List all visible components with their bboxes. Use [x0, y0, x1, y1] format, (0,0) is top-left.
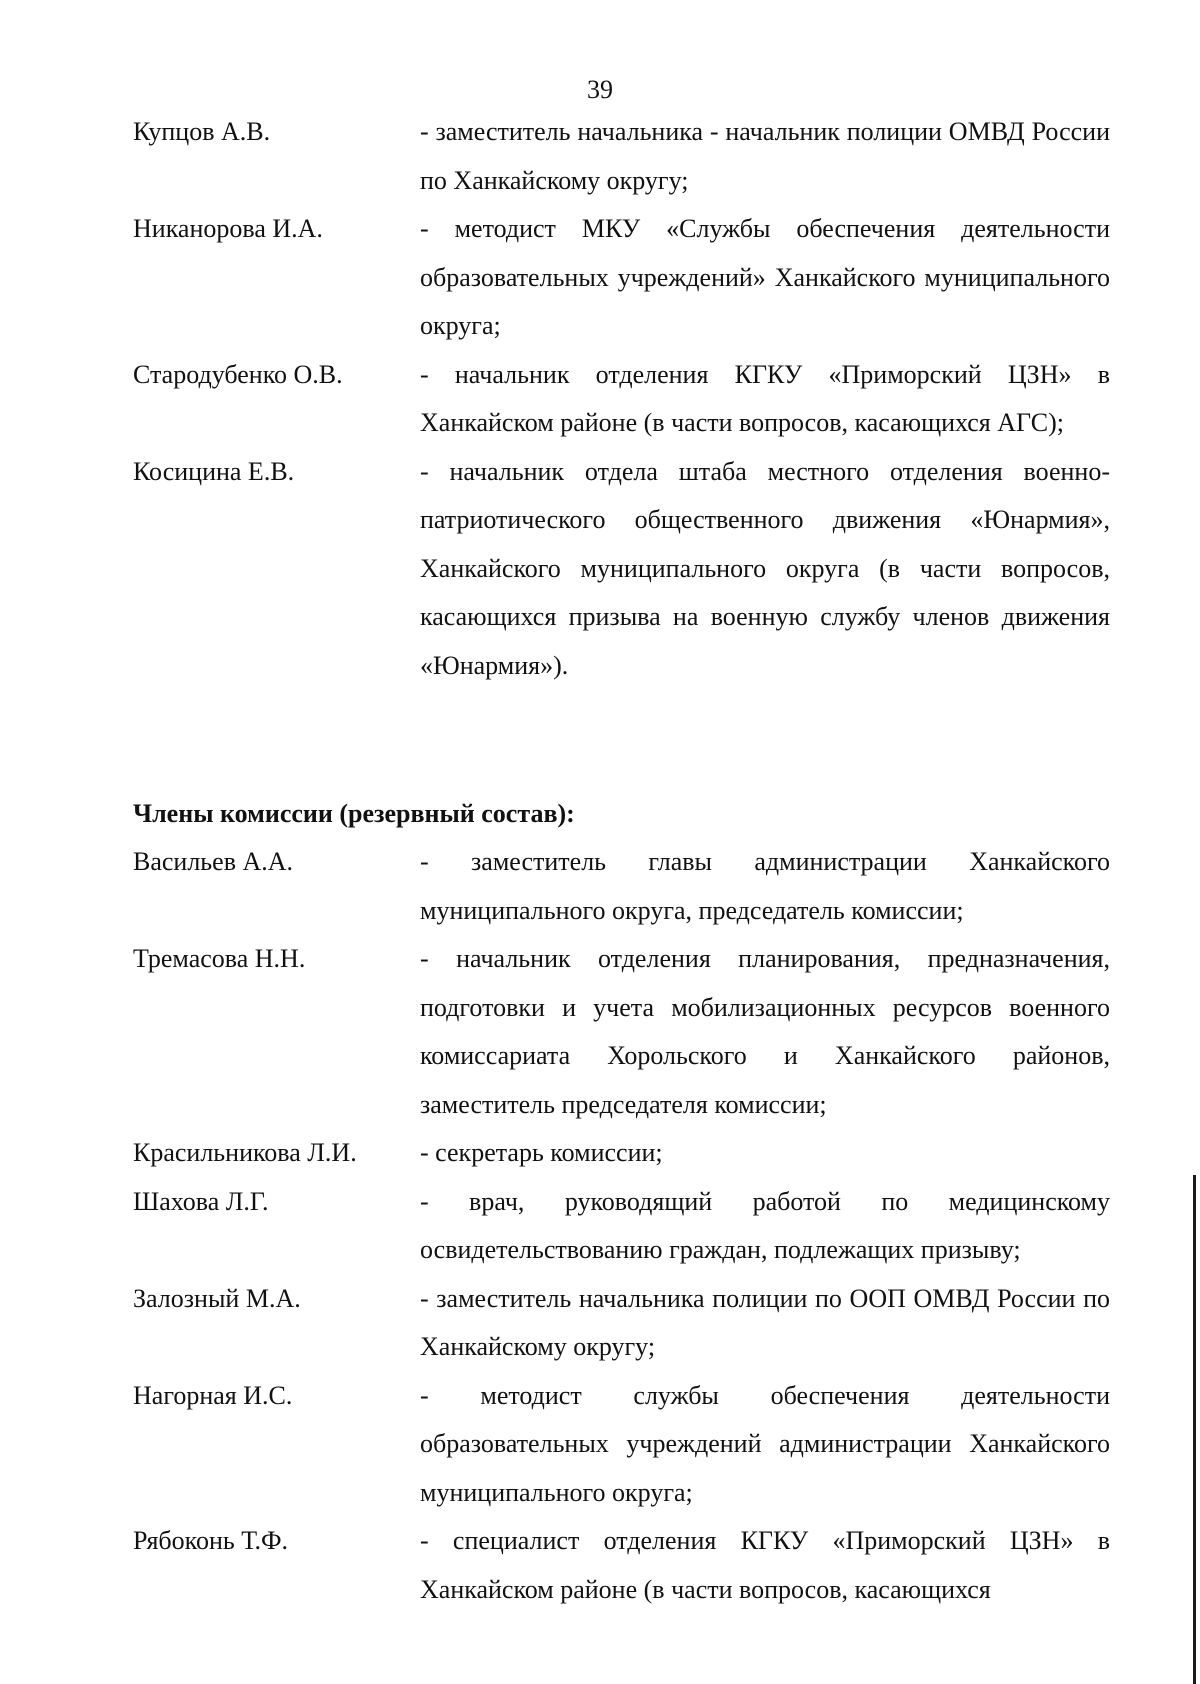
member-role: - секретарь комиссии;	[420, 1138, 663, 1167]
scan-edge-line	[1193, 1175, 1196, 1684]
member-role: - заместитель главы администрации Ханкайского муниципального округа, председатель комиссии;	[420, 847, 1110, 925]
member-name: Никанорова И.А.	[133, 214, 323, 243]
member-entry	[133, 838, 1110, 935]
member-name: Купцов А.В.	[133, 117, 271, 146]
member-entry	[133, 351, 1110, 448]
member-entry	[133, 1517, 1110, 1614]
member-name: Красильникова Л.И.	[133, 1138, 357, 1167]
members-list-reserve	[133, 838, 1110, 1614]
member-entry	[133, 448, 1110, 691]
members-list-main	[133, 108, 1110, 690]
member-role: - методист МКУ «Службы обеспечения деятельности образовательных учреждений» Ханкайского муниципального округа;	[420, 214, 1110, 340]
member-role: - специалист отделения КГКУ «Приморский ЦЗН» в Ханкайском районе (в части вопросов, касающихся	[420, 1526, 1110, 1604]
member-role: - начальник отделения КГКУ «Приморский ЦЗН» в Ханкайском районе (в части вопросов, касающихся АГС);	[420, 359, 1110, 437]
member-name: Шахова Л.Г.	[133, 1186, 269, 1216]
member-entry	[133, 205, 1110, 351]
member-entry	[133, 108, 1110, 205]
member-role: - начальник отдела штаба местного отделения военно-патриотического общественного движения «Юнармия», Ханкайского муниципального округа (в части вопросов, касающихся призыва на военную службу членов движения «Юнармия»).	[420, 456, 1110, 680]
reserve-heading: Члены комиссии (резервный состав):	[133, 799, 575, 828]
member-role: - врач, руководящий работой по медицинскому освидетельствованию граждан, подлежащих призыву;	[420, 1186, 1110, 1264]
member-name: Васильев А.А.	[133, 847, 294, 876]
member-name: Стародубенко О.В.	[133, 359, 343, 389]
member-entry	[133, 1372, 1110, 1518]
member-entry	[133, 1275, 1110, 1372]
member-name: Залозный М.А.	[133, 1283, 301, 1313]
member-role: - методист службы обеспечения деятельности образовательных учреждений администрации Ханкайского муниципального округа;	[420, 1380, 1110, 1507]
member-name: Рябоконь Т.Ф.	[133, 1526, 289, 1555]
member-entry	[133, 1178, 1110, 1275]
member-entry	[133, 1129, 1110, 1178]
page-number: 39	[587, 75, 613, 104]
member-entry	[133, 935, 1110, 1129]
member-name: Нагорная И.С.	[133, 1380, 293, 1410]
member-name: Тремасова Н.Н.	[133, 944, 306, 973]
member-role: - начальник отделения планирования, предназначения, подготовки и учета мобилизационных ресурсов военного комиссариата Хорольского и Ханкайского районов, заместитель председателя комиссии;	[420, 944, 1110, 1119]
member-name: Косицина Е.В.	[133, 456, 295, 486]
member-role: - заместитель начальника - начальник полиции ОМВД России по Ханкайскому округу;	[420, 117, 1110, 195]
member-role: - заместитель начальника полиции по ООП ОМВД России по Ханкайскому округу;	[420, 1283, 1110, 1361]
